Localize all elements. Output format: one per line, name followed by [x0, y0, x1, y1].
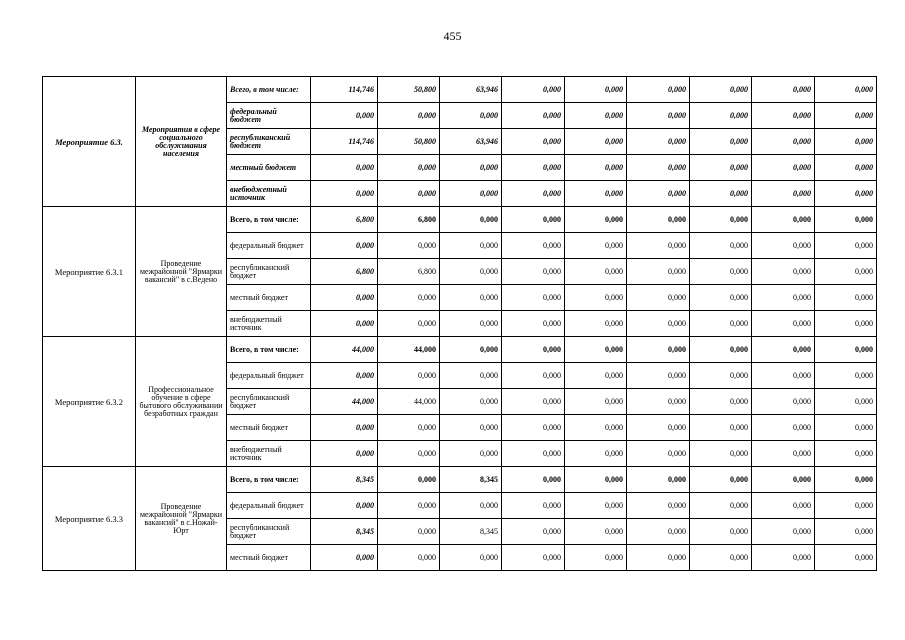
value-cell: 0,000: [502, 441, 565, 467]
total-cell: 0,000: [311, 363, 378, 389]
value-cell: 0,000: [815, 311, 877, 337]
value-cell: 0,000: [627, 467, 690, 493]
value-cell: 0,000: [502, 493, 565, 519]
value-cell: 0,000: [752, 155, 815, 181]
value-cell: 0,000: [752, 233, 815, 259]
funding-source: федеральный бюджет: [227, 493, 311, 519]
value-cell: 0,000: [690, 311, 752, 337]
value-cell: 0,000: [690, 441, 752, 467]
value-cell: 50,800: [378, 129, 440, 155]
funding-source: федеральный бюджет: [227, 233, 311, 259]
value-cell: 0,000: [815, 233, 877, 259]
value-cell: 0,000: [815, 259, 877, 285]
event-description: Проведение межрайонной "Ярмарки вакансий" в с.Ведено: [136, 207, 227, 337]
value-cell: 0,000: [565, 493, 627, 519]
value-cell: 0,000: [565, 207, 627, 233]
total-cell: 6,800: [311, 207, 378, 233]
value-cell: 0,000: [378, 493, 440, 519]
value-cell: 0,000: [627, 545, 690, 571]
value-cell: 0,000: [378, 363, 440, 389]
value-cell: 0,000: [565, 129, 627, 155]
value-cell: 0,000: [627, 441, 690, 467]
total-cell: 0,000: [311, 103, 378, 129]
value-cell: 0,000: [752, 363, 815, 389]
total-cell: 0,000: [311, 155, 378, 181]
value-cell: 0,000: [690, 389, 752, 415]
total-cell: 0,000: [311, 233, 378, 259]
funding-source: Всего, в том числе:: [227, 207, 311, 233]
value-cell: 0,000: [627, 77, 690, 103]
event-code: Мероприятие 6.3.: [43, 77, 136, 207]
total-cell: 0,000: [311, 415, 378, 441]
value-cell: 0,000: [440, 103, 502, 129]
value-cell: 0,000: [565, 233, 627, 259]
value-cell: 0,000: [627, 415, 690, 441]
value-cell: 8,345: [440, 467, 502, 493]
value-cell: 0,000: [752, 207, 815, 233]
event-description: Профессиональное обучение в сфере бытового обслуживании безработных граждан: [136, 337, 227, 467]
total-cell: 0,000: [311, 181, 378, 207]
funding-source: Всего, в том числе:: [227, 467, 311, 493]
value-cell: 0,000: [440, 441, 502, 467]
funding-source: внебюджетный источник: [227, 441, 311, 467]
value-cell: 0,000: [502, 363, 565, 389]
value-cell: 0,000: [565, 285, 627, 311]
value-cell: 0,000: [690, 181, 752, 207]
table-row: [43, 77, 877, 103]
total-cell: 0,000: [311, 493, 378, 519]
value-cell: 44,000: [378, 389, 440, 415]
value-cell: 0,000: [440, 311, 502, 337]
value-cell: 0,000: [502, 233, 565, 259]
total-cell: 44,000: [311, 337, 378, 363]
value-cell: 0,000: [815, 337, 877, 363]
value-cell: 0,000: [752, 259, 815, 285]
value-cell: 0,000: [440, 415, 502, 441]
value-cell: 0,000: [627, 155, 690, 181]
value-cell: 0,000: [502, 311, 565, 337]
value-cell: 0,000: [627, 207, 690, 233]
value-cell: 0,000: [502, 207, 565, 233]
value-cell: 0,000: [627, 389, 690, 415]
value-cell: 0,000: [815, 363, 877, 389]
total-cell: 0,000: [311, 545, 378, 571]
value-cell: 0,000: [565, 389, 627, 415]
value-cell: 0,000: [565, 545, 627, 571]
value-cell: 0,000: [627, 259, 690, 285]
funding-source: местный бюджет: [227, 155, 311, 181]
value-cell: 63,946: [440, 77, 502, 103]
value-cell: 0,000: [627, 129, 690, 155]
event-code: Мероприятие 6.3.3: [43, 467, 136, 571]
funding-source: местный бюджет: [227, 415, 311, 441]
value-cell: 0,000: [815, 519, 877, 545]
value-cell: 0,000: [627, 285, 690, 311]
value-cell: 0,000: [690, 129, 752, 155]
value-cell: 0,000: [502, 129, 565, 155]
value-cell: 0,000: [752, 545, 815, 571]
value-cell: 0,000: [440, 337, 502, 363]
value-cell: 0,000: [752, 493, 815, 519]
value-cell: 0,000: [627, 311, 690, 337]
funding-source: Всего, в том числе:: [227, 337, 311, 363]
value-cell: 0,000: [627, 181, 690, 207]
value-cell: 0,000: [502, 519, 565, 545]
page-number: 455: [443, 29, 462, 43]
value-cell: 0,000: [690, 467, 752, 493]
value-cell: 0,000: [502, 259, 565, 285]
value-cell: 0,000: [378, 181, 440, 207]
value-cell: 0,000: [627, 493, 690, 519]
value-cell: 0,000: [690, 103, 752, 129]
value-cell: 0,000: [752, 181, 815, 207]
value-cell: 0,000: [752, 103, 815, 129]
table-row: [43, 207, 877, 233]
value-cell: 0,000: [502, 155, 565, 181]
funding-source: республиканский бюджет: [227, 519, 311, 545]
value-cell: 0,000: [440, 493, 502, 519]
value-cell: 0,000: [752, 337, 815, 363]
value-cell: 0,000: [690, 207, 752, 233]
event-description: Проведение межрайонной "Ярмарки вакансий" в с.Ножай-Юрт: [136, 467, 227, 571]
value-cell: 0,000: [565, 181, 627, 207]
value-cell: 0,000: [627, 337, 690, 363]
funding-source: внебюджетный источник: [227, 311, 311, 337]
value-cell: 0,000: [440, 233, 502, 259]
value-cell: 0,000: [815, 441, 877, 467]
value-cell: 0,000: [752, 441, 815, 467]
value-cell: 0,000: [378, 415, 440, 441]
funding-source: федеральный бюджет: [227, 363, 311, 389]
value-cell: 0,000: [752, 389, 815, 415]
value-cell: 0,000: [690, 545, 752, 571]
value-cell: 0,000: [378, 285, 440, 311]
value-cell: 0,000: [690, 493, 752, 519]
value-cell: 0,000: [690, 519, 752, 545]
total-cell: 0,000: [311, 311, 378, 337]
value-cell: 0,000: [440, 285, 502, 311]
value-cell: 0,000: [690, 415, 752, 441]
value-cell: 0,000: [815, 415, 877, 441]
value-cell: 0,000: [565, 311, 627, 337]
value-cell: 0,000: [565, 77, 627, 103]
value-cell: 0,000: [565, 103, 627, 129]
value-cell: 0,000: [627, 103, 690, 129]
value-cell: 0,000: [627, 519, 690, 545]
value-cell: 0,000: [502, 415, 565, 441]
budget-table: [42, 76, 877, 571]
funding-source: республиканский бюджет: [227, 129, 311, 155]
total-cell: 8,345: [311, 519, 378, 545]
value-cell: 0,000: [502, 545, 565, 571]
total-cell: 0,000: [311, 441, 378, 467]
value-cell: 0,000: [815, 181, 877, 207]
value-cell: 0,000: [440, 259, 502, 285]
value-cell: 0,000: [752, 129, 815, 155]
value-cell: 0,000: [565, 519, 627, 545]
event-code: Мероприятие 6.3.1: [43, 207, 136, 337]
total-cell: 8,345: [311, 467, 378, 493]
value-cell: 6,800: [378, 207, 440, 233]
funding-source: местный бюджет: [227, 545, 311, 571]
value-cell: 0,000: [502, 389, 565, 415]
value-cell: 0,000: [815, 467, 877, 493]
value-cell: 0,000: [690, 363, 752, 389]
value-cell: 0,000: [378, 233, 440, 259]
value-cell: 0,000: [627, 233, 690, 259]
value-cell: 0,000: [752, 77, 815, 103]
value-cell: 0,000: [690, 259, 752, 285]
total-cell: 114,746: [311, 129, 378, 155]
value-cell: 0,000: [815, 285, 877, 311]
value-cell: 0,000: [440, 207, 502, 233]
value-cell: 0,000: [627, 363, 690, 389]
total-cell: 6,800: [311, 259, 378, 285]
value-cell: 6,800: [378, 259, 440, 285]
value-cell: 0,000: [502, 285, 565, 311]
value-cell: 0,000: [690, 77, 752, 103]
value-cell: 0,000: [752, 311, 815, 337]
value-cell: 0,000: [378, 311, 440, 337]
value-cell: 0,000: [378, 545, 440, 571]
value-cell: 0,000: [502, 181, 565, 207]
value-cell: 0,000: [752, 415, 815, 441]
value-cell: 0,000: [378, 155, 440, 181]
value-cell: 0,000: [502, 103, 565, 129]
value-cell: 0,000: [815, 103, 877, 129]
value-cell: 0,000: [690, 337, 752, 363]
value-cell: 0,000: [440, 545, 502, 571]
value-cell: 8,345: [440, 519, 502, 545]
value-cell: 0,000: [502, 77, 565, 103]
table-row: [43, 337, 877, 363]
value-cell: 0,000: [378, 103, 440, 129]
value-cell: 0,000: [752, 285, 815, 311]
value-cell: 50,800: [378, 77, 440, 103]
value-cell: 0,000: [502, 467, 565, 493]
value-cell: 0,000: [565, 467, 627, 493]
value-cell: 0,000: [815, 77, 877, 103]
value-cell: 0,000: [378, 519, 440, 545]
value-cell: 0,000: [565, 155, 627, 181]
value-cell: 0,000: [815, 493, 877, 519]
value-cell: 0,000: [440, 181, 502, 207]
funding-source: республиканский бюджет: [227, 389, 311, 415]
value-cell: 0,000: [690, 155, 752, 181]
funding-source: федеральный бюджет: [227, 103, 311, 129]
funding-source: Всего, в том числе:: [227, 77, 311, 103]
event-description: Мероприятия в сфере социального обслуживания населения: [136, 77, 227, 207]
value-cell: 0,000: [440, 389, 502, 415]
value-cell: 0,000: [378, 441, 440, 467]
total-cell: 0,000: [311, 285, 378, 311]
value-cell: 0,000: [440, 155, 502, 181]
value-cell: 0,000: [440, 363, 502, 389]
value-cell: 0,000: [815, 155, 877, 181]
funding-source: местный бюджет: [227, 285, 311, 311]
value-cell: 0,000: [815, 389, 877, 415]
table-row: [43, 467, 877, 493]
value-cell: 0,000: [565, 441, 627, 467]
value-cell: 0,000: [752, 519, 815, 545]
event-code: Мероприятие 6.3.2: [43, 337, 136, 467]
value-cell: 63,946: [440, 129, 502, 155]
value-cell: 0,000: [565, 337, 627, 363]
total-cell: 44,000: [311, 389, 378, 415]
value-cell: 0,000: [565, 363, 627, 389]
funding-source: внебюджетный источник: [227, 181, 311, 207]
value-cell: 44,000: [378, 337, 440, 363]
value-cell: 0,000: [752, 467, 815, 493]
value-cell: 0,000: [815, 545, 877, 571]
total-cell: 114,746: [311, 77, 378, 103]
value-cell: 0,000: [565, 259, 627, 285]
value-cell: 0,000: [815, 207, 877, 233]
value-cell: 0,000: [502, 337, 565, 363]
value-cell: 0,000: [690, 233, 752, 259]
funding-source: республиканский бюджет: [227, 259, 311, 285]
value-cell: 0,000: [815, 129, 877, 155]
value-cell: 0,000: [565, 415, 627, 441]
value-cell: 0,000: [690, 285, 752, 311]
value-cell: 0,000: [378, 467, 440, 493]
